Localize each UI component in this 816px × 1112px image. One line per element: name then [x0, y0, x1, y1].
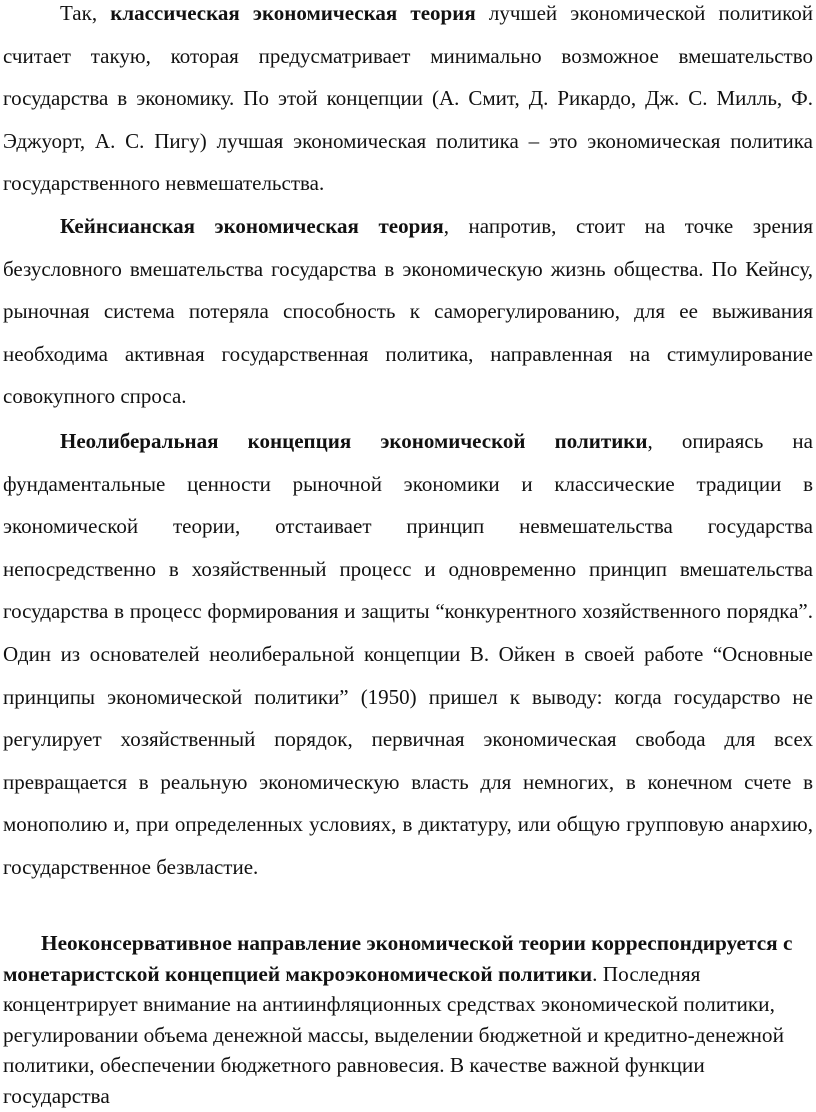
term-classical-theory: классическая экономическая теория: [110, 1, 476, 25]
term-neoconservative-direction: Неоконсервативное направление экономической теории корреспондируется с монетаристской концепцией макроэкономической политики: [3, 931, 793, 986]
paragraph-lead: Так,: [60, 1, 111, 25]
paragraph-keynesian-theory: [3, 205, 813, 418]
paragraph-neoliberal-concept: [3, 420, 813, 889]
paragraph-text: , напротив, стоит на точке зрения безусловного вмешательства государства в экономическую жизнь общества. По Кейнсу, рыночная система потеряла способность к саморегулированию, для ее выживания необходима активная государственная политика, направленная на стимулирование совокупного спроса.: [3, 214, 813, 409]
paragraph-text: . Последняя концентрирует внимание на антиинфляционных средствах экономической политики, регулировании объема денежной массы, выделении бюджетной и кредитно-денежной политики, обеспечении бюджетного равновесия. В качестве важной функции государства: [3, 961, 784, 1108]
term-keynesian-theory: Кейнсианская экономическая теория: [60, 214, 444, 238]
paragraph-text: лучшей экономической политикой считает такую, которая предусматривает минимально возможное вмешательство государства в экономику. По этой концепции (А. Смит, Д. Рикардо, Дж. С. Милль, Ф. Эджуорт, А. С. Пигу) лучшая экономическая политика – это экономическая политика государственного невмешательства.: [3, 1, 814, 196]
paragraph-neoconservative-direction: [3, 928, 813, 1112]
paragraph-classical-theory: [3, 0, 813, 205]
term-neoliberal-concept: Неолиберальная концепция экономической политики: [60, 429, 648, 453]
paragraph-text: , опираясь на фундаментальные ценности рыночной экономики и классические традиции в экономической теории, отстаивает принцип невмешательства государства непосредственно в хозяйственный процесс и одновременно принцип вмешательства государства в процесс формирования и защиты “конкурентного хозяйственного порядка”. Один из основателей неолиберальной концепции В. Ойкен в своей работе “Основные принципы экономической политики” (1950) пришел к выводу: когда государство не регулирует хозяйственный порядок, первичная экономическая свобода для всех превращается в реальную экономическую власть для немногих, в конечном счете в монополию и, при определенных условиях, в диктатуру, или общую групповую анархию, государственное безвластие.: [3, 429, 813, 879]
